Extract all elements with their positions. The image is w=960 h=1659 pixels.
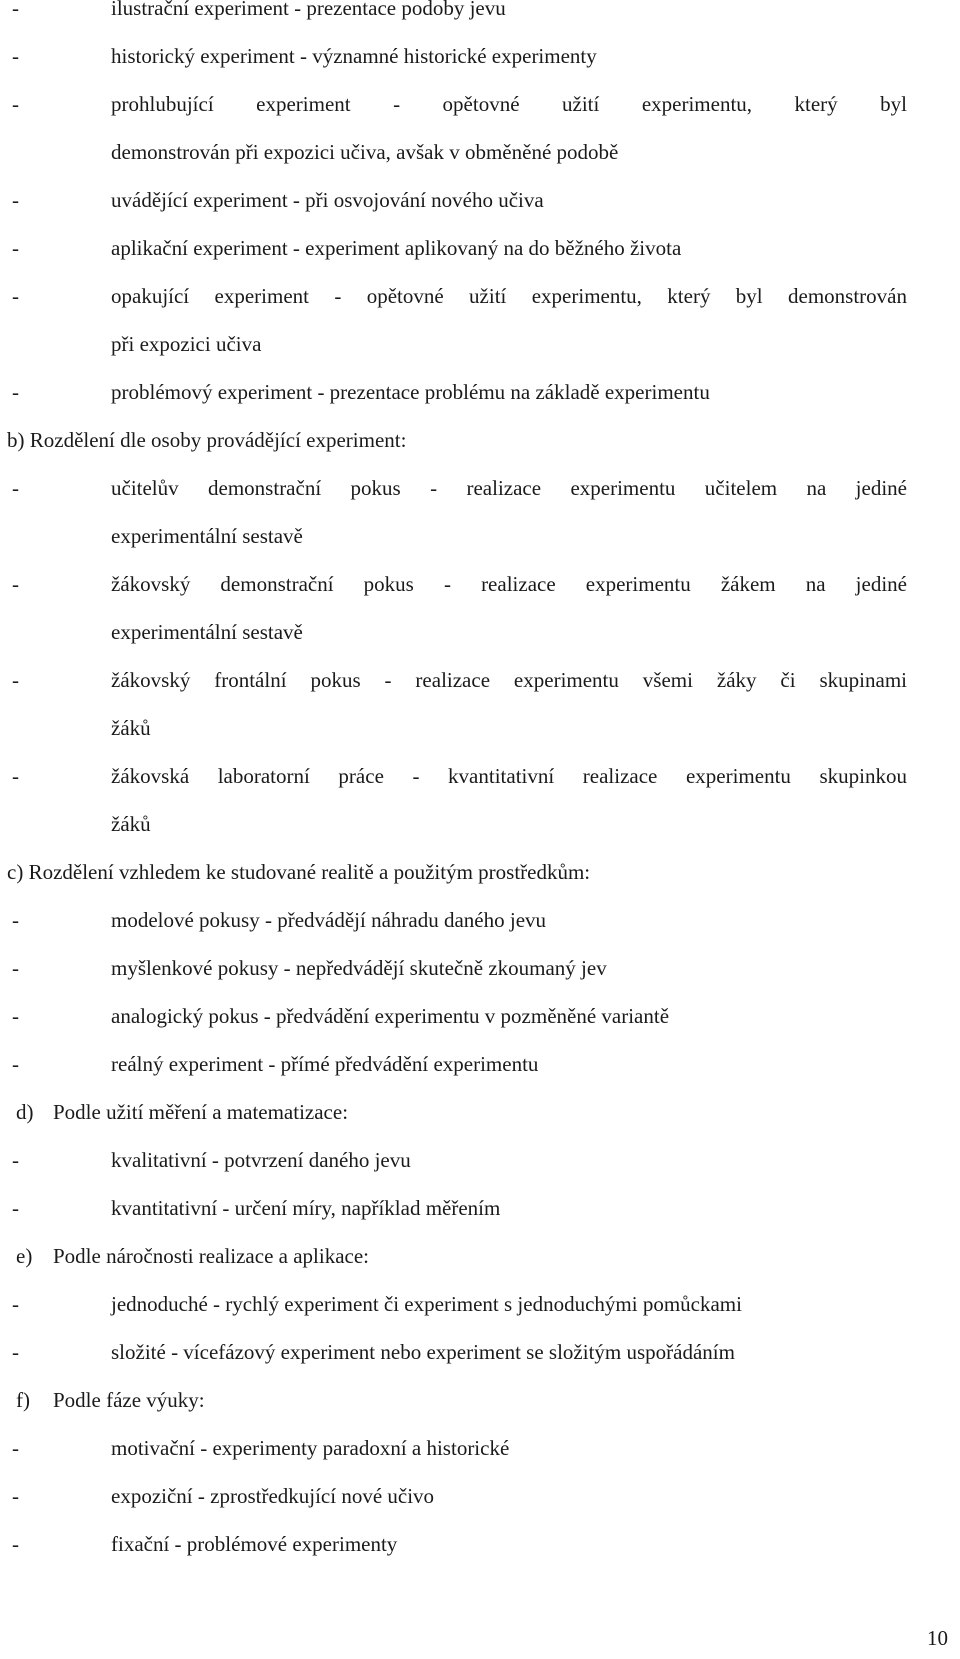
list-item-continuation-text: žáků [111,716,151,740]
list-item-continuation [7,712,907,760]
list-dash: - [12,1004,19,1028]
list-item [7,1192,907,1240]
page-number: 10 [927,1626,948,1650]
list-item-text: kvalitativní - potvrzení daného jevu [111,1148,411,1172]
list-dash: - [12,0,19,20]
list-item-text: kvantitativní - určení míry, například měřením [111,1196,501,1220]
section-heading-text: c) Rozdělení vzhledem ke studované realitě a použitým prostředkům: [7,860,591,884]
list-dash: - [12,188,19,212]
list-item-text: problémový experiment - prezentace problému na základě experimentu [111,380,710,404]
list-item [7,184,907,232]
section-heading-letter: f) [16,1388,30,1412]
list-item-text: historický experiment - významné historické experimenty [111,44,597,68]
list-item-text: modelové pokusy - předvádějí náhradu daného jevu [111,908,547,932]
list-item-continuation-text: demonstrován při expozici učiva, avšak v obměněné podobě [111,140,619,164]
list-item [7,1048,907,1096]
list-item-text: žákovská laboratorní práce - kvantitativní realizace experimentu skupinkou [111,764,907,788]
list-item-text: učitelův demonstrační pokus - realizace experimentu učitelem na jediné [111,476,907,500]
list-item-continuation [7,328,907,376]
list-item [7,472,907,520]
section-heading-c [7,856,907,904]
list-dash: - [12,1292,19,1316]
list-item-text: myšlenkové pokusy - nepředvádějí skutečně zkoumaný jev [111,956,607,980]
list-dash: - [12,1196,19,1220]
list-item [7,1528,907,1576]
list-item-text: žákovský frontální pokus - realizace experimentu všemi žáky či skupinami [111,668,907,692]
list-item [7,376,907,424]
list-item-continuation [7,616,907,664]
section-heading-e [7,1240,907,1288]
list-item [7,232,907,280]
list-dash: - [12,668,19,692]
list-item [7,664,907,712]
list-dash: - [12,1532,19,1556]
list-item-text: opakující experiment - opětovné užití experimentu, který byl demonstrován [111,284,907,308]
list-item-text: analogický pokus - předvádění experimentu v pozměněné variantě [111,1004,670,1028]
list-dash: - [12,908,19,932]
list-dash: - [12,572,19,596]
list-item-text: prohlubující experiment - opětovné užití experimentu, který byl [111,92,907,116]
list-item-text: motivační - experimenty paradoxní a historické [111,1436,510,1460]
list-dash: - [12,92,19,116]
list-dash: - [12,380,19,404]
list-item [7,952,907,1000]
list-item [7,0,907,40]
list-item [7,568,907,616]
list-item [7,760,907,808]
section-heading-b [7,424,907,472]
list-item [7,40,907,88]
list-dash: - [12,44,19,68]
list-item [7,1144,907,1192]
section-heading-d [7,1096,907,1144]
list-item-continuation-text: při expozici učiva [111,332,262,356]
list-dash: - [12,1052,19,1076]
list-item-continuation [7,136,907,184]
list-dash: - [12,1340,19,1364]
list-item-text: jednoduché - rychlý experiment či experiment s jednoduchými pomůckami [111,1292,742,1316]
section-heading-text: Podle užití měření a matematizace: [53,1100,349,1124]
list-item [7,280,907,328]
list-item-text: aplikační experiment - experiment aplikovaný na do běžného života [111,236,682,260]
list-item [7,1288,907,1336]
list-dash: - [12,956,19,980]
list-item [7,88,907,136]
list-dash: - [12,236,19,260]
list-item [7,1432,907,1480]
document-body [7,0,907,1576]
list-item-text: ilustrační experiment - prezentace podoby jevu [111,0,506,20]
list-item-text: expoziční - zprostředkující nové učivo [111,1484,435,1508]
list-dash: - [12,476,19,500]
list-item-continuation [7,808,907,856]
section-heading-letter: d) [16,1100,34,1124]
section-heading-f [7,1384,907,1432]
section-heading-text: Podle fáze výuky: [53,1388,205,1412]
list-item-text: žákovský demonstrační pokus - realizace experimentu žákem na jediné [111,572,907,596]
list-item-continuation-text: experimentální sestavě [111,620,303,644]
list-item [7,1480,907,1528]
list-item-continuation-text: experimentální sestavě [111,524,303,548]
list-item-continuation [7,520,907,568]
list-item [7,1000,907,1048]
list-item-text: reálný experiment - přímé předvádění experimentu [111,1052,539,1076]
list-dash: - [12,1484,19,1508]
list-item [7,1336,907,1384]
list-item [7,904,907,952]
list-item-text: složité - vícefázový experiment nebo experiment se složitým uspořádáním [111,1340,735,1364]
section-heading-text: b) Rozdělení dle osoby provádějící experiment: [7,428,407,452]
list-dash: - [12,764,19,788]
list-dash: - [12,1148,19,1172]
list-dash: - [12,284,19,308]
section-heading-letter: e) [16,1244,33,1268]
list-item-text: fixační - problémové experimenty [111,1532,398,1556]
list-item-text: uvádějící experiment - při osvojování nového učiva [111,188,544,212]
list-dash: - [12,1436,19,1460]
list-item-continuation-text: žáků [111,812,151,836]
section-heading-text: Podle náročnosti realizace a aplikace: [53,1244,370,1268]
